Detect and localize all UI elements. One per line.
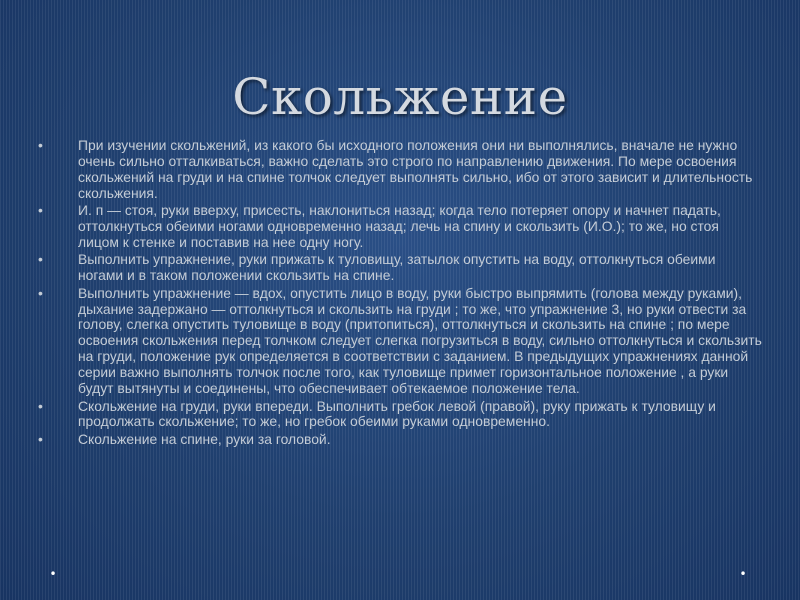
bullet-text: И. п — стоя, руки вверху, присесть, наклониться назад; когда тело потеряет опору и начнет падать, оттолкнуться обеими ногами одновременно назад; лечь на спину и скользить (И.О.); то же, но стоя лицом к стенке и поставив на нее одну ногу. <box>78 202 721 250</box>
slide-title: Скольжение <box>232 68 568 126</box>
corner-dot-icon-left: • <box>49 567 57 581</box>
corner-dot-icon-right: • <box>739 567 747 581</box>
bullet-list <box>38 138 762 449</box>
bullet-item <box>38 399 762 431</box>
bullet-text: Выполнить упражнение, руки прижать к туловищу, затылок опустить на воду, оттолкнуться обеими ногами и в таком положении скользить на спине. <box>78 251 716 284</box>
bullet-text: Скольжение на спине, руки за головой. <box>78 430 331 447</box>
bullet-item <box>38 138 762 202</box>
bullet-dot-icon: • <box>38 202 43 219</box>
bullet-text: Выполнить упражнение — вдох, опустить лицо в воду, руки быстро выпрямить (голова между руками), дыхание задержано — оттолкнуться и скользить на груди ; то же, что упражнение 3, но руки отвести за голову, слегка опустить туловище в воду (притопиться), оттолкнуться и скользить на спине ; по мере освоения скольжения перед толчком следует слегка погрузиться в воду, сильно оттолкнуться и скользить на груди, положение рук определяется в соответствии с заданием. В предыдущих упражнениях данной серии важно выполнять толчок после того, как туловище примет горизонтальное положение , а руки будут вытянуты и соединены, что обеспечивает обтекаемое положение тела. <box>78 284 762 397</box>
bullet-item <box>38 203 762 251</box>
bullet-dot-icon: • <box>38 430 43 447</box>
bullet-dot-icon: • <box>38 251 43 268</box>
bullet-dot-icon: • <box>38 397 43 414</box>
bullet-item <box>38 432 762 448</box>
bullet-dot-icon: • <box>38 284 43 301</box>
bullet-text: Скольжение на груди, руки впереди. Выполнить гребок левой (правой), руку прижать к туловищу и продолжать скольжение; то же, но гребок обеими руками одновременно. <box>78 397 716 430</box>
bullet-item <box>38 286 762 397</box>
bullet-dot-icon: • <box>38 137 43 153</box>
bullet-item <box>38 252 762 284</box>
bullet-text: При изучении скольжений, из какого бы исходного положения они ни выполнялись, вначале не нужно очень сильно отталкиваться, важно сделать это строго по направлению движения. По мере освоения скольжений на груди и на спине толчок следует выполнять сильно, ибо от этого зависит и длительность скольжения. <box>78 137 753 201</box>
